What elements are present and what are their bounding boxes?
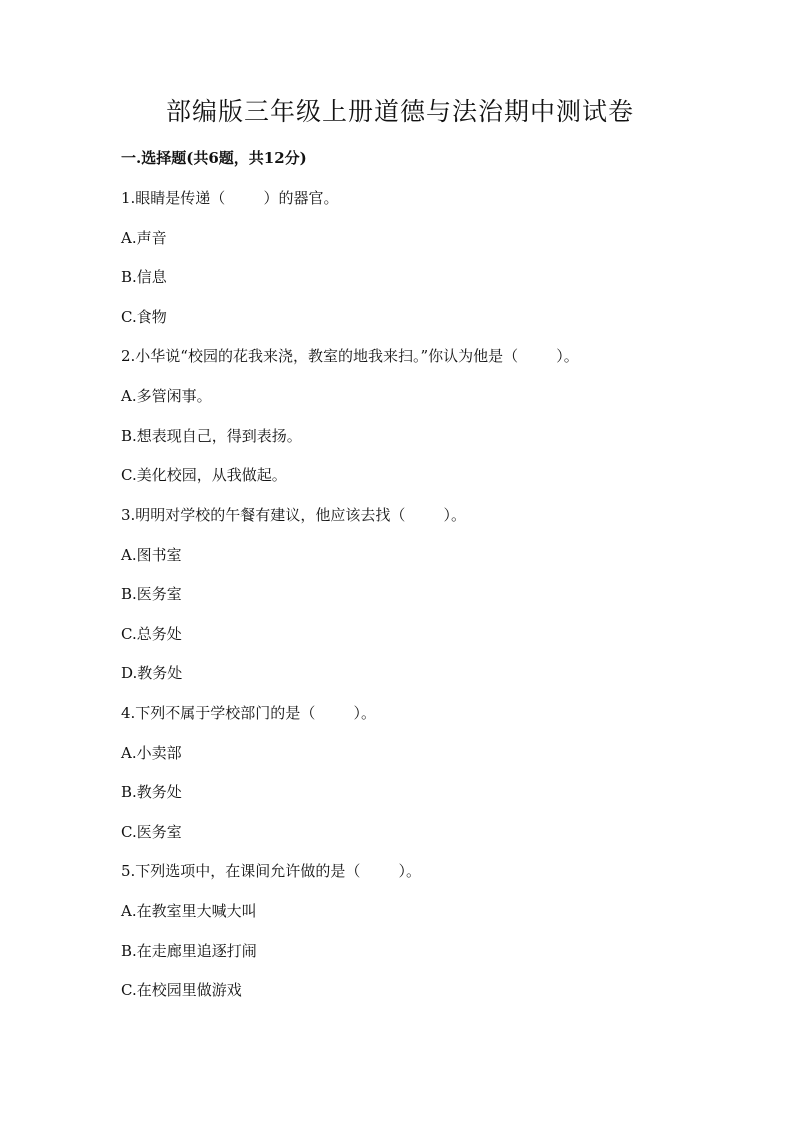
- page-title: 部编版三年级上册道德与法治期中测试卷: [165, 97, 634, 126]
- option-item: A.图书室: [121, 546, 182, 564]
- option-item: C.美化校园，从我做起。: [121, 466, 287, 484]
- question-stem: 4.下列不属于学校部门的是（ ）。: [121, 704, 376, 722]
- option-item: A.声音: [121, 229, 167, 247]
- option-item: B.教务处: [121, 783, 182, 801]
- option-item: D.教务处: [121, 664, 183, 682]
- question-stem: 1.眼睛是传递（ ）的器官。: [121, 189, 339, 207]
- option-item: B.信息: [121, 268, 167, 286]
- option-item: C.在校园里做游戏: [121, 981, 242, 999]
- option-item: A.多管闲事。: [121, 387, 212, 405]
- question-stem: 5.下列选项中，在课间允许做的是（ ）。: [121, 862, 421, 880]
- option-item: A.小卖部: [121, 744, 182, 762]
- option-item: B.在走廊里追逐打闹: [121, 942, 257, 960]
- option-item: C.总务处: [121, 625, 182, 643]
- option-item: B.想表现自己，得到表扬。: [121, 427, 302, 445]
- option-item: C.医务室: [121, 823, 182, 841]
- question-stem: 2.小华说“校园的花我来浇，教室的地我来扫。”你认为他是（ ）。: [121, 347, 579, 365]
- option-item: A.在教室里大喊大叫: [121, 902, 257, 920]
- section-heading: 一.选择题(共6题，共12分): [121, 149, 307, 167]
- option-item: B.医务室: [121, 585, 182, 603]
- option-item: C.食物: [121, 308, 167, 326]
- question-stem: 3.明明对学校的午餐有建议，他应该去找（ ）。: [121, 506, 466, 524]
